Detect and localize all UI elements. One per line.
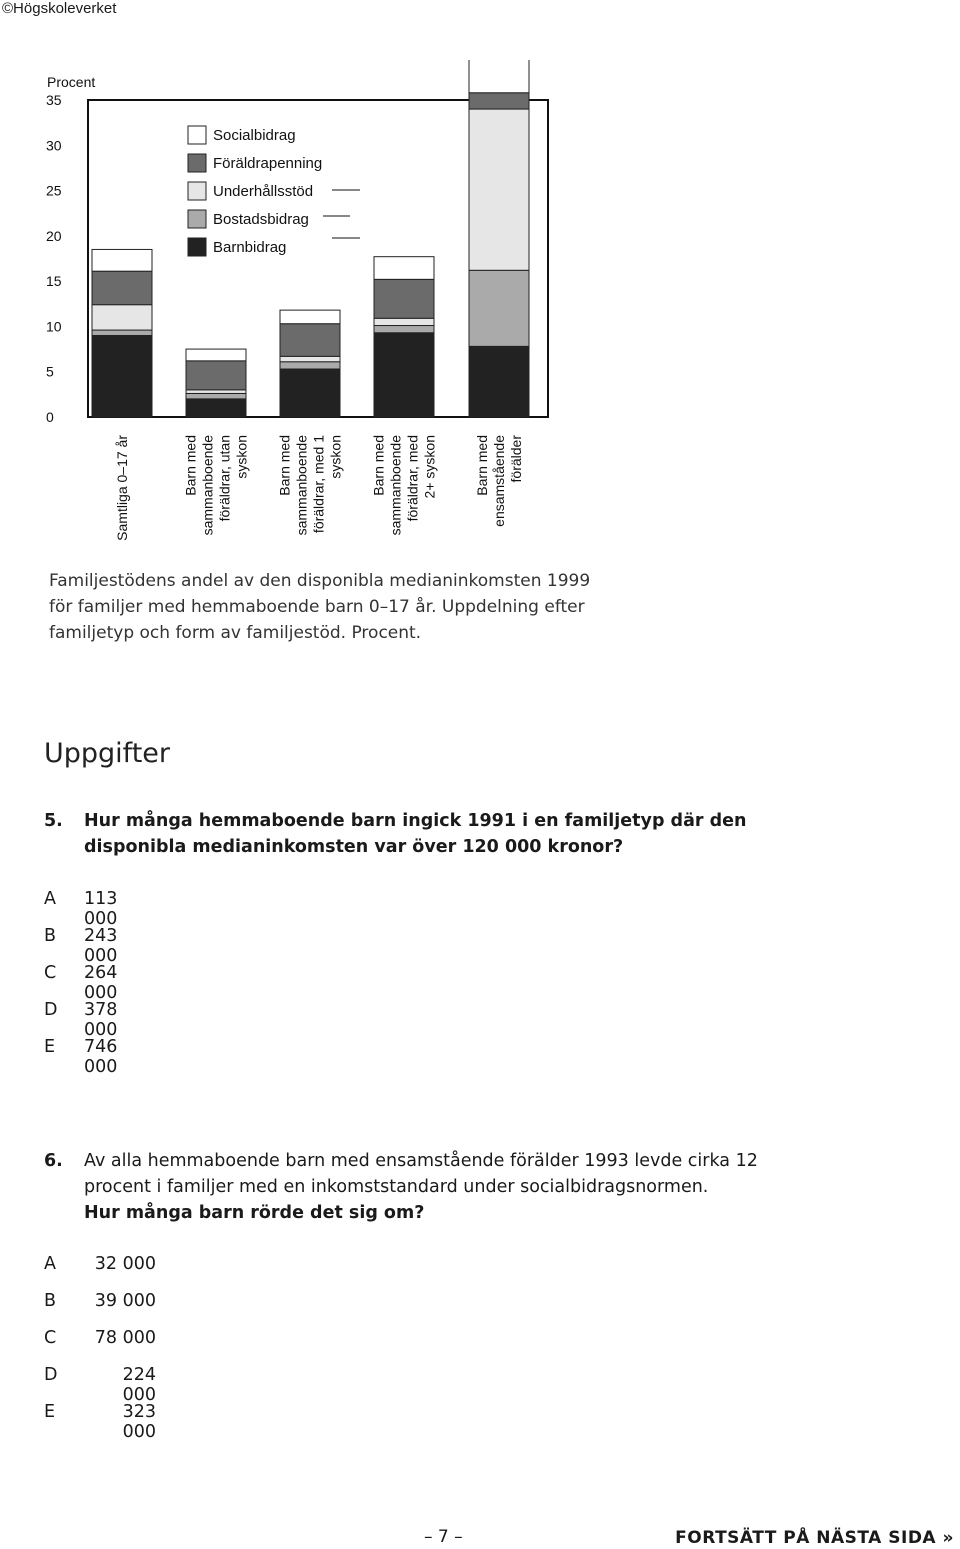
option-value: 113 000: [84, 889, 118, 929]
category-label: sammanboende: [293, 435, 310, 536]
category-label: Barn med: [474, 435, 490, 496]
y-tick-label: 30: [46, 137, 62, 154]
legend-swatch: [188, 154, 206, 172]
question-text-bold: Hur många barn rörde det sig om?: [84, 1203, 425, 1223]
copyright-notice: ©Högskoleverket: [2, 0, 117, 17]
category-label: sammanboende: [199, 435, 216, 536]
option-value: 243 000: [84, 926, 118, 966]
option-letter: E: [44, 1037, 56, 1057]
category-label: ensamstående: [491, 435, 507, 527]
y-tick-label: 10: [46, 318, 62, 335]
bar-segment: [374, 318, 434, 325]
question-text: [84, 1148, 804, 1226]
legend-label: Underhållsstöd: [213, 183, 314, 200]
legend-label: Socialbidrag: [213, 127, 296, 144]
category-label: Samtliga 0–17 år: [114, 435, 130, 541]
stacked-bar-chart: [0, 60, 960, 560]
bar-segment: [280, 310, 340, 324]
bar-segment: [186, 390, 246, 394]
category-label: 2+ syskon: [421, 435, 438, 499]
y-tick-label: 5: [46, 363, 54, 380]
legend-label: Föräldrapenning: [213, 155, 323, 172]
category-label: syskon: [327, 435, 344, 479]
bar-segment: [469, 109, 529, 270]
question-6: [44, 1148, 758, 1223]
option-letter: C: [44, 1328, 57, 1348]
bar-segment: [280, 362, 340, 369]
bar-segment: [469, 93, 529, 109]
legend-swatch: [188, 126, 206, 144]
y-tick-label: 20: [46, 227, 62, 244]
bar-segment: [92, 335, 152, 417]
bar-segment: [92, 305, 152, 330]
y-axis-label: Procent: [47, 74, 96, 90]
category-label: förälder: [508, 435, 524, 483]
bar-segment: [374, 333, 434, 417]
category-label: föräldrar, utan: [216, 435, 233, 522]
bar-segment: [92, 330, 152, 335]
bar-segment: [469, 270, 529, 346]
option-letter: B: [44, 1291, 57, 1311]
option-letter: D: [44, 1365, 58, 1385]
bar-segment: [374, 257, 434, 280]
bar-segment: [280, 324, 340, 357]
bar-segment: [186, 349, 246, 361]
bar-segment: [186, 361, 246, 390]
option-value: 323 000: [122, 1402, 156, 1442]
continue-next-page: FORTSÄTT PÅ NÄSTA SIDA »: [675, 1528, 954, 1548]
category-label: föräldrar, med: [404, 435, 421, 522]
page-number: – 7 –: [424, 1527, 463, 1547]
question-5: [44, 808, 747, 857]
option-value: 78 000: [94, 1328, 156, 1348]
legend-label: Bostadsbidrag: [213, 211, 309, 228]
option-letter: C: [44, 963, 57, 983]
bar-segment: [469, 346, 529, 417]
legend-swatch: [188, 210, 206, 228]
category-label: Barn med: [370, 435, 387, 496]
option-value: 224 000: [122, 1365, 156, 1405]
option-letter: A: [44, 889, 56, 909]
bar-segment: [92, 249, 152, 271]
option-letter: E: [44, 1402, 56, 1422]
bar-segment: [186, 399, 246, 417]
category-label: föräldrar, med 1: [310, 435, 327, 534]
y-tick-label: 35: [46, 92, 62, 108]
question-number: 6.: [44, 1151, 63, 1171]
bar-segment: [186, 393, 246, 398]
legend-swatch: [188, 238, 206, 256]
question-text: Hur många hemmaboende barn ingick 1991 i en familjetyp där den disponibla medianinkomsten var över 120 000 kronor?: [84, 811, 747, 857]
chart-caption: Familjestödens andel av den disponibla medianinkomsten 1999 för familjer med hemmaboende barn 0–17 år. Uppdelning efter familjetyp och form av familjestöd. Procent.: [49, 571, 591, 643]
category-label: Barn med: [182, 435, 199, 496]
option-value: 378 000: [84, 1000, 118, 1040]
bar-segment: [374, 279, 434, 318]
category-label: Barn med: [276, 435, 293, 496]
option-value: 746 000: [84, 1037, 118, 1077]
bar-segment: [92, 271, 152, 305]
y-tick-label: 0: [46, 409, 54, 425]
option-value: 264 000: [84, 963, 118, 1003]
bar-segment: [374, 326, 434, 333]
section-title: Uppgifter: [44, 738, 171, 769]
option-value: 39 000: [94, 1291, 156, 1311]
category-label: sammanboende: [387, 435, 404, 536]
question-number: 5.: [44, 811, 63, 831]
category-label: syskon: [233, 435, 250, 479]
option-letter: A: [44, 1254, 56, 1274]
option-value: 32 000: [94, 1254, 156, 1274]
legend-swatch: [188, 182, 206, 200]
bar-segment: [280, 356, 340, 361]
question-text-plain: Av alla hemmaboende barn med ensamstående förälder 1993 levde cirka 12 procent i familjer med en inkomststandard under socialbidragsnormen.: [84, 1151, 758, 1197]
y-tick-label: 15: [46, 273, 62, 290]
y-tick-label: 25: [46, 182, 62, 199]
option-letter: B: [44, 926, 57, 946]
bar-segment: [469, 60, 529, 93]
bar-segment: [280, 369, 340, 417]
option-letter: D: [44, 1000, 58, 1020]
legend-label: Barnbidrag: [213, 239, 287, 256]
